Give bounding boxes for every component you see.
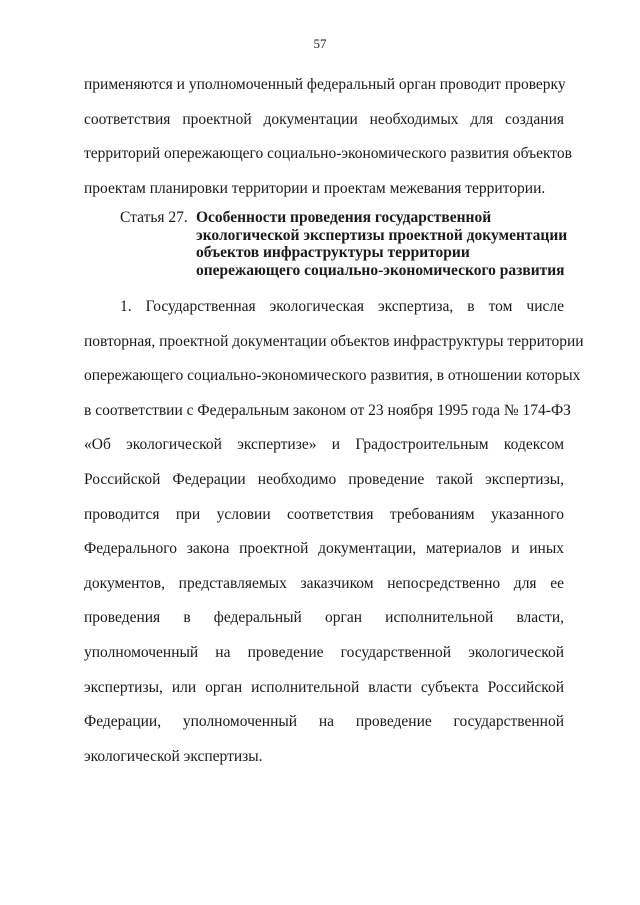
paragraph-line: проведения в федеральный орган исполнительной власти, bbox=[84, 609, 564, 627]
article-title-line: опережающего социально-экономического развития bbox=[196, 261, 565, 279]
paragraph-line: экологической экспертизы. bbox=[84, 747, 263, 765]
main-paragraph bbox=[84, 290, 584, 774]
paragraph-line: документов, представляемых заказчиком непосредственно для ее bbox=[84, 574, 564, 592]
paragraph-line: Российской Федерации необходимо проведение такой экспертизы, bbox=[84, 470, 564, 488]
paragraph-line: повторная, проектной документации объектов инфраструктуры территории bbox=[84, 332, 584, 350]
paragraph-line: Федерального закона проектной документации, материалов и иных bbox=[84, 540, 564, 558]
article-title-line: объектов инфраструктуры территории bbox=[196, 244, 470, 262]
article-title-line: экологической экспертизы проектной документации bbox=[196, 226, 568, 244]
article-title bbox=[196, 209, 568, 279]
paragraph-line: проводится при условии соответствия требованиям указанного bbox=[84, 505, 564, 523]
paragraph-line: применяются и уполномоченный федеральный орган проводит проверку bbox=[84, 76, 566, 93]
paragraph-line: Федерации, уполномоченный на проведение государственной bbox=[84, 713, 564, 731]
paragraph-line: уполномоченный на проведение государственной экологической bbox=[84, 643, 564, 661]
paragraph-line: «Об экологической экспертизе» и Градостроительным кодексом bbox=[84, 436, 564, 454]
paragraph-line: проектам планировки территории и проектам межевания территории. bbox=[84, 179, 546, 197]
paragraph-line: в соответствии с Федеральным законом от 23 ноября 1995 года № 174-ФЗ bbox=[84, 401, 571, 419]
article-title-line: Особенности проведения государственной bbox=[196, 209, 492, 226]
paragraph-line: соответствия проектной документации необходимых для создания bbox=[84, 110, 564, 128]
top-paragraph bbox=[84, 68, 572, 206]
paragraph-line: опережающего социально-экономического развития, в отношении которых bbox=[84, 367, 581, 385]
paragraph-line: территорий опережающего социально-экономического развития объектов bbox=[84, 145, 572, 163]
page-number: 57 bbox=[313, 36, 327, 51]
article-label: Статья 27. bbox=[120, 209, 188, 226]
paragraph-line: 1. Государственная экологическая экспертиза, в том числе bbox=[120, 298, 564, 315]
paragraph-line: экспертизы, или орган исполнительной власти субъекта Российской bbox=[84, 678, 564, 696]
